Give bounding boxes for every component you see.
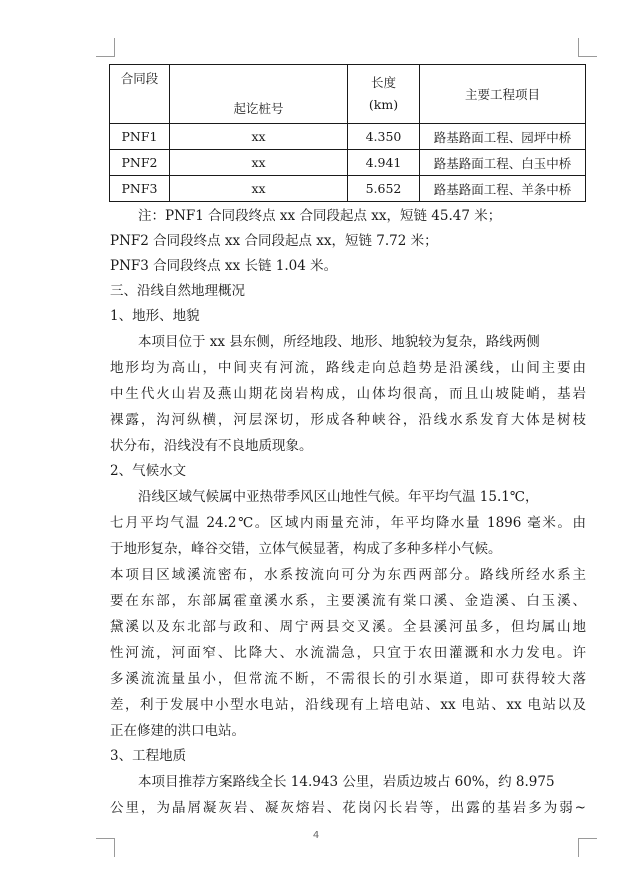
paragraph-line: 沿线区域气候属中亚热带季风区山地性气候。年平均气温 15.1℃，: [138, 489, 539, 505]
header-project: 主要工程项目: [420, 65, 586, 124]
subsection-heading: 3、工程地质: [110, 748, 187, 764]
contract-segment-table: [109, 64, 586, 202]
paragraph-line: 多溪流流量虽小，但常流不断，不需很长的引水渠道，即可获得较大落: [110, 671, 586, 687]
paragraph-line: 中生代火山岩及燕山期花岗岩构成，山体均很高，而且山坡陡峭，基岩: [110, 386, 586, 402]
cell-range: xx: [170, 150, 348, 176]
table-header-row: [110, 65, 586, 124]
paragraph-line: 地形均为高山，中间夹有河流，路线走向总趋势是沿溪线，山间主要由: [110, 360, 586, 376]
paragraph-line: 裸露，沟河纵横，河层深切，形成各种峡谷，沿线水系发育大体是树枝: [110, 412, 586, 428]
header-length-unit: (km): [368, 97, 399, 112]
note-line: PNF2 合同段终点 xx 合同段起点 xx，短链 7.72 米；: [110, 233, 438, 249]
paragraph-line: 七月平均气温 24.2℃。区域内雨量充沛，年平均降水量 1896 毫米。由: [110, 515, 586, 531]
paragraph-line: 正在修建的洪口电站。: [110, 723, 245, 739]
paragraph-line: 黛溪以及东北部与政和、周宁两县交叉溪。全县溪河虽多，但均属山地: [110, 619, 586, 635]
section-heading: 三、沿线自然地理概况: [110, 283, 245, 299]
header-range: 起讫桩号: [170, 65, 348, 124]
paragraph-line: 公里，为晶屑凝灰岩、凝灰熔岩、花岗闪长岩等，出露的基岩多为弱~: [110, 800, 586, 816]
header-length-label: 长度: [370, 75, 396, 90]
table-row: [110, 150, 586, 176]
crop-mark-top-right: [578, 38, 597, 57]
cell-project: 路基路面工程、园坪中桥: [420, 124, 586, 150]
paragraph-line: 要在东部，东部属霍童溪水系，主要溪流有棠口溪、金造溪、白玉溪、: [110, 593, 586, 609]
crop-mark-top-left: [96, 38, 115, 57]
cell-length: 4.350: [348, 124, 420, 150]
subsection-heading: 1、地形、地貌: [110, 308, 200, 324]
header-length: [348, 65, 420, 124]
paragraph-line: 本项目位于 xx 县东侧，所经地段、地形、地貌较为复杂，路线两侧: [138, 334, 540, 350]
subsection-heading: 2、气候水文: [110, 463, 187, 479]
cell-segment: PNF3: [110, 176, 170, 202]
paragraph-line: 本项目区域溪流密布，水系按流向可分为东西两部分。路线所经水系主: [110, 567, 586, 583]
page-number: 4: [312, 830, 320, 841]
paragraph-line: 于地形复杂，峰谷交错，立体气候显著，构成了多种多样小气候。: [110, 541, 502, 557]
cell-length: 4.941: [348, 150, 420, 176]
cell-range: xx: [170, 124, 348, 150]
header-segment: 合同段: [110, 65, 170, 124]
table-row: [110, 176, 586, 202]
cell-segment: PNF1: [110, 124, 170, 150]
paragraph-line: 差，利于发展中小型水电站，沿线现有上培电站、xx 电站、xx 电站以及: [110, 697, 586, 713]
cell-project: 路基路面工程、白玉中桥: [420, 150, 586, 176]
paragraph-line: 性河流，河面窄、比降大、水流湍急，只宜于农田灌溉和水力发电。许: [110, 645, 586, 661]
cell-segment: PNF2: [110, 150, 170, 176]
note-line: PNF3 合同段终点 xx 长链 1.04 米。: [110, 258, 338, 274]
paragraph-line: 本项目推荐方案路线全长 14.943 公里，岩质边坡占 60%，约 8.975: [138, 774, 555, 790]
note-line: 注：PNF1 合同段终点 xx 合同段起点 xx，短链 45.47 米；: [138, 208, 502, 224]
cell-range: xx: [170, 176, 348, 202]
cell-length: 5.652: [348, 176, 420, 202]
cell-project: 路基路面工程、羊条中桥: [420, 176, 586, 202]
paragraph-line: 状分布，沿线没有不良地质现象。: [110, 438, 313, 454]
table-row: [110, 124, 586, 150]
